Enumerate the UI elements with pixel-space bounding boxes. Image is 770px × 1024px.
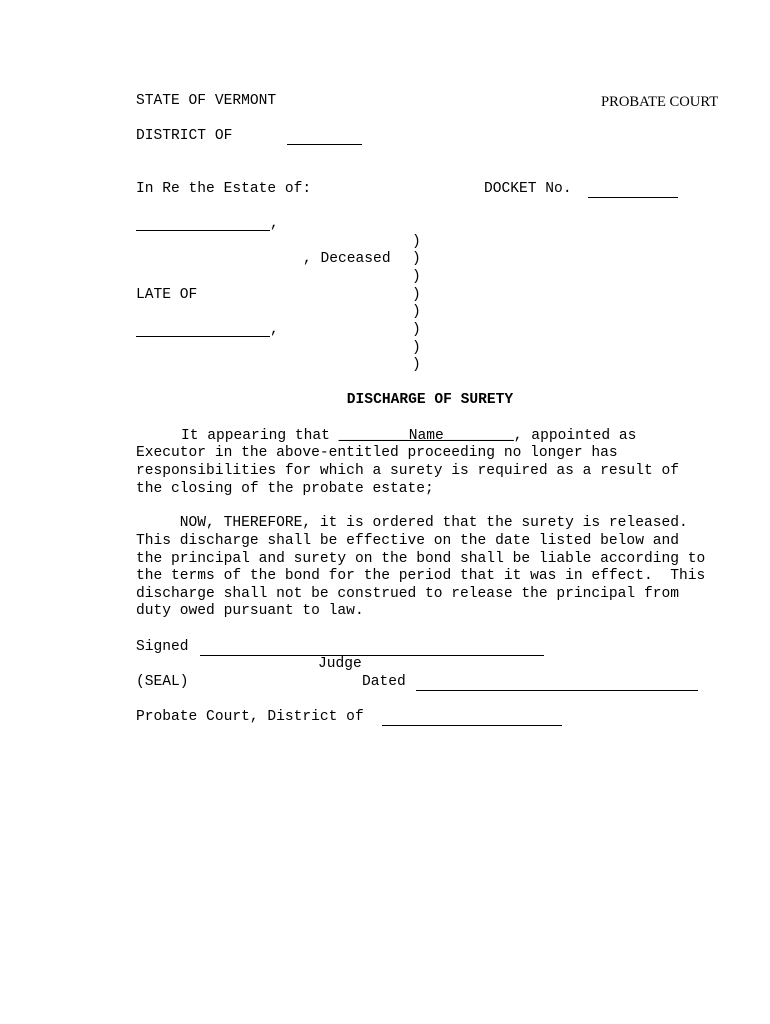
district-label: DISTRICT OF [136,128,233,144]
state-heading: STATE OF VERMONT [136,93,277,109]
decedent-name-blank[interactable] [136,217,270,231]
caption-paren: ) [412,304,421,320]
para1-suffix: , appointed as [513,428,637,444]
signed-label: Signed [136,639,189,655]
footer-district-label: Probate Court, District of [136,709,364,725]
document-title: DISCHARGE OF SURETY [346,392,514,408]
caption-paren: ) [412,340,421,356]
executor-name-field[interactable]: ________Name________ [338,428,514,444]
docket-label: DOCKET No. [484,181,572,197]
para2-line: duty owed pursuant to law. [136,603,364,619]
para1-line: responsibilities for which a surety is required as a result of [136,463,679,479]
caption-paren: ) [412,251,421,267]
district-blank[interactable] [287,131,362,145]
para1-line: the closing of the probate estate; [136,481,434,497]
dated-label: Dated [362,674,406,690]
para1-first-line [181,428,636,446]
para2-line: the terms of the bond for the period that it was in effect. This [136,568,706,584]
para2-line: This discharge shall be effective on the date listed below and [136,533,679,549]
judge-signature-line[interactable] [200,642,544,656]
residence-blank[interactable] [136,323,270,337]
in-re-label: In Re the Estate of: [136,181,312,197]
seal-label: (SEAL) [136,674,189,690]
docket-number-blank[interactable] [588,184,678,198]
residence-comma: , [270,322,279,338]
caption-paren: ) [412,322,421,338]
date-line[interactable] [416,677,698,691]
para1-prefix: It appearing that [181,428,339,444]
caption-paren: ) [412,357,421,373]
para2-line: NOW, THEREFORE, it is ordered that the surety is released. [136,515,688,531]
para1-line: Executor in the above-entitled proceeding no longer has [136,445,618,461]
footer-district-line[interactable] [382,712,562,726]
caption-paren: ) [412,269,421,285]
court-heading: PROBATE COURT [601,94,719,110]
decedent-name-comma: , [270,216,279,232]
para2-line: discharge shall not be construed to release the principal from [136,586,679,602]
caption-paren: ) [412,287,421,303]
para2-line: the principal and surety on the bond shall be liable according to [136,551,706,567]
late-of-label: LATE OF [136,287,198,303]
deceased-label: , Deceased [303,251,391,267]
caption-paren: ) [412,234,421,250]
judge-label: Judge [318,656,362,672]
